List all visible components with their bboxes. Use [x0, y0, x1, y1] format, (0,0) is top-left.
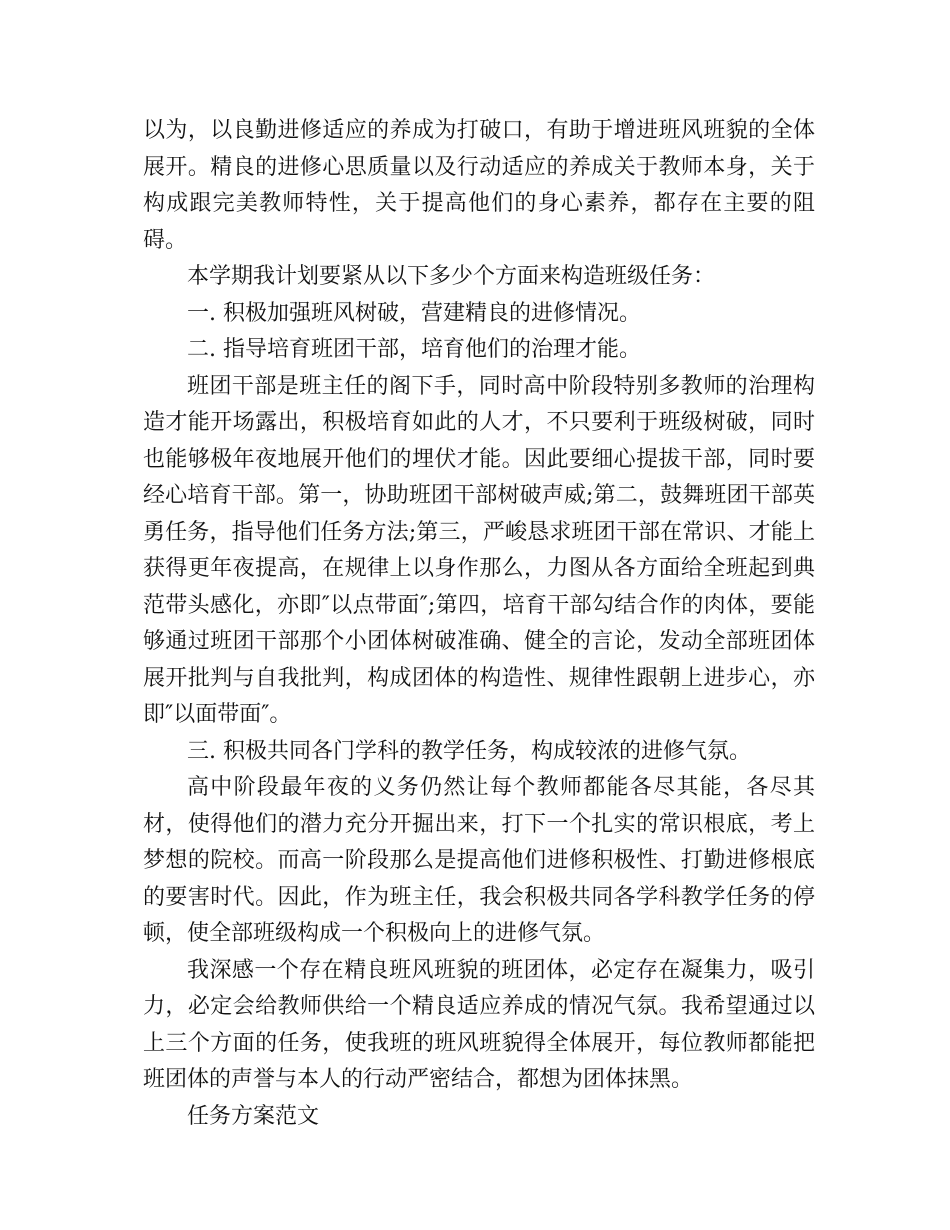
- paragraph-intro-continued: 以为，以良勤进修适应的养成为打破口，有助于增进班风班貌的全体展开。精良的进修心思质量以及行动适应的养成关于教师本身，关于构成跟完美教师特性，关于提高他们的身心素养，都存在主要的阻碍。: [143, 118, 815, 253]
- paragraph-section-title: 任务方案范文: [187, 1103, 320, 1129]
- paragraph-item-three-heading: 三. 积极共同各门学科的教学任务，构成较浓的进修气氛。: [187, 738, 751, 764]
- paragraph-study-atmosphere: 高中阶段最年夜的义务仍然让每个教师都能各尽其能，各尽其材，使得他们的潜力充分开掘出来，打下一个扎实的常识根底，考上梦想的院校。而高一阶段那么是提高他们进修积极性、打勤进修根底的要害时代。因此，作为班主任，我会积极共同各学科教学任务的停顿，使全部班级构成一个积极向上的进修气氛。: [143, 775, 815, 946]
- paragraph-plan-overview: 本学期我计划要紧从以下多少个方面来构造班级任务：: [187, 264, 716, 289]
- paragraph-item-two-heading: 二. 指导培育班团干部，培育他们的治理才能。: [187, 337, 641, 362]
- paragraph-conclusion: 我深感一个存在精良班风班貌的班团体，必定存在凝集力，吸引力，必定会给教师供给一个精良适应养成的情况气氛。我希望通过以上三个方面的任务，使我班的班风班貌得全体展开，每位教师都能把班团体的声誉与本人的行动严密结合，都想为团体抹黑。: [143, 957, 815, 1092]
- paragraph-item-one-heading: 一. 积极加强班风树破，营建精良的进修情况。: [187, 300, 641, 326]
- paragraph-class-cadres: 班团干部是班主任的阁下手，同时高中阶段特别多教师的治理构造才能开场露出，积极培育如此的人才，不只要利于班级树破，同时也能够极年夜地展开他们的埋伏才能。因此要细心提拔干部，同时要经心培育干部。第一，协助班团干部树破声威;第二，鼓舞班团干部英勇任务，指导他们任务方法;第三，严峻恳求班团干部在常识、才能上获得更年夜提高，在规律上以身作那么，力图从各方面给全班起到典范带头感化，亦即″以点带面″;第四，培育干部勾结合作的肉体，要能够通过班团干部那个小团体树破准确、健全的言论，发动全部班团体展开批判与自我批判，构成团体的构造性、规律性跟朝上进步心，亦即″以面带面″。: [143, 373, 815, 727]
- document-body: [143, 113, 815, 1135]
